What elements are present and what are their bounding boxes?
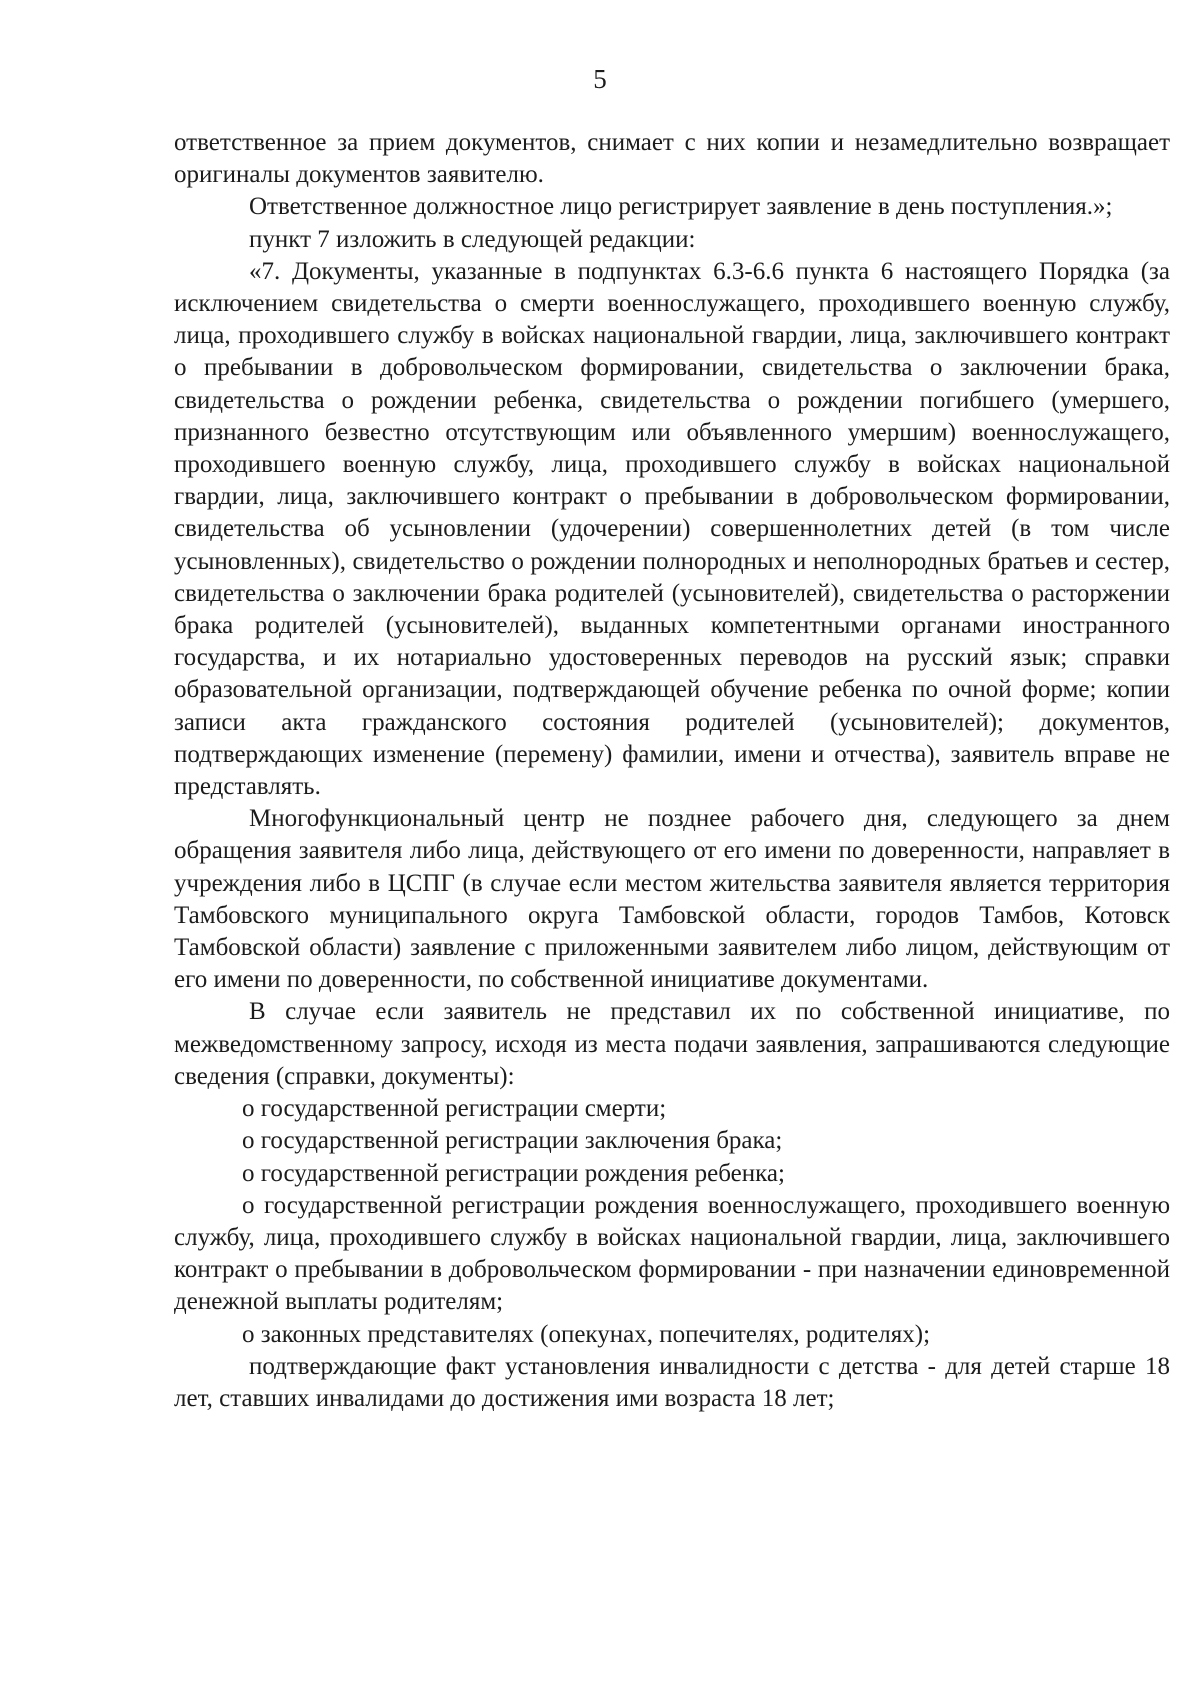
paragraph-amendment-intro: пункт 7 изложить в следующей редакции:	[249, 225, 696, 253]
paragraph-continuation: ответственное за прием документов, снимает с них копии и незамедлительно возвращает оригиналы документов заявителю.	[174, 129, 1170, 189]
list-item-child-birth-registration: о государственной регистрации рождения ребенка;	[242, 1159, 785, 1187]
paragraph-registration: Ответственное должностное лицо регистрирует заявление в день поступления.»;	[249, 193, 1113, 221]
page-number: 5	[593, 64, 607, 94]
document-body	[174, 127, 1170, 1415]
list-item-disability-confirmation: подтверждающие факт установления инвалидности с детства - для детей старше 18 лет, ставших инвалидами до достижения ими возраста 18 лет;	[174, 1352, 1170, 1412]
paragraph-item-7: «7. Документы, указанные в подпунктах 6.3-6.6 пункта 6 настоящего Порядка (за исключением свидетельства о смерти военнослужащего, проходившего военную службу, лица, проходившего службу в войсках национальной гвардии, лица, заключившего контракт о пребывании в добровольческом формировании, свидетельства о заключении брака, свидетельства о рождении ребенка, свидетельства о рождении погибшего (умершего, признанного безвестно отсутствующим или объявленного умершим) военнослужащего, проходившего военную службу, лица, проходившего службу в войсках национальной гвардии, лица, заключившего контракт о пребывании в добровольческом формировании, свидетельства об усыновлении (удочерении) совершеннолетних детей (в том числе усыновленных), свидетельство о рождении полнородных и неполнородных братьев и сестер, свидетельства о заключении брака родителей (усыновителей), свидетельства о расторжении брака родителей (усыновителей), выданных компетентными органами иностранного государства, и их нотариально удостоверенных переводов на русский язык; справки образовательной организации, подтверждающей обучение ребенка по очной форме; копии записи акта гражданского состояния родителей (усыновителей); документов, подтверждающих изменение (перемену) фамилии, имени и отчества), заявитель вправе не представлять.	[174, 257, 1170, 801]
list-item-death-registration: о государственной регистрации смерти;	[242, 1095, 667, 1123]
paragraph-mfc: Многофункциональный центр не позднее рабочего дня, следующего за днем обращения заявителя либо лица, действующего от его имени по доверенности, направляет в учреждения либо в ЦСПГ (в случае если местом жительства заявителя является территория Тамбовского муниципального округа Тамбовской области, городов Тамбов, Котовск Тамбовской области) заявление с приложенными заявителем либо лицом, действующим от его имени по доверенности, по собственной инициативе документами.	[174, 805, 1170, 994]
list-item-legal-representatives: о законных представителях (опекунах, попечителях, родителях);	[242, 1320, 931, 1348]
paragraph-interagency-request: В случае если заявитель не представил их по собственной инициативе, по межведомственному запросу, исходя из места подачи заявления, запрашиваются следующие сведения (справки, документы):	[174, 998, 1170, 1090]
list-item-marriage-registration: о государственной регистрации заключения брака;	[242, 1127, 783, 1155]
list-item-serviceman-birth-registration: о государственной регистрации рождения военнослужащего, проходившего военную службу, лица, проходившего службу в войсках национальной гвардии, лица, заключившего контракт о пребывании в добровольческом формировании - при назначении единовременной денежной выплаты родителям;	[174, 1191, 1170, 1316]
